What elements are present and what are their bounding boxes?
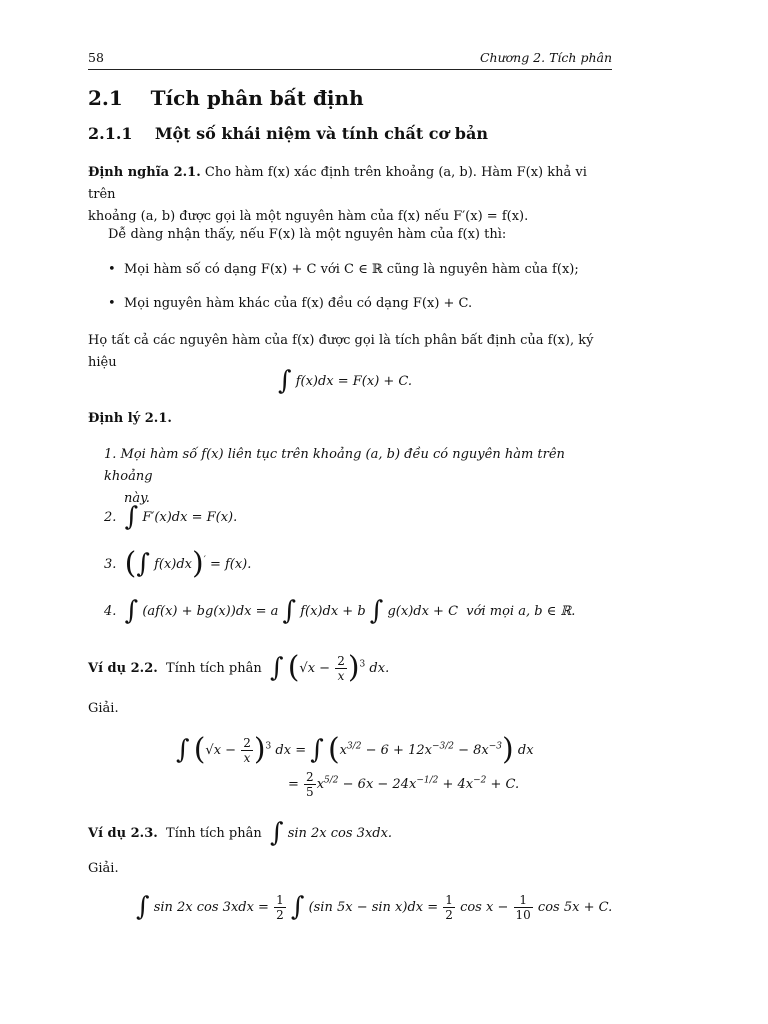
integral-sign: ∫ (270, 653, 284, 683)
solution-1-line-2: = $\frac{2}{5}$ $x^{5/2} - 6x - 24x^{-1/2} + 4x^{-2} + C$. (288, 770, 520, 799)
family-paragraph: Họ tất cả các nguyên hàm của f(x) được gọi là tích phân bất định của f(x), ký hiệu (88, 333, 594, 370)
theorem-item-3: 3. (∫ f(x)dx)′ = f(x). (104, 546, 252, 581)
integral-sign: ∫ (124, 596, 139, 626)
bullet-dot: • (108, 296, 116, 311)
bullet-dot: • (108, 262, 116, 277)
subsection-number: 2.1.1 (88, 124, 133, 143)
solution-label-1: Giải. (88, 701, 119, 716)
subsection-title: Một số khái niệm và tính chất cơ bản (154, 124, 488, 143)
header-rule (88, 69, 612, 70)
bullet-item-2: • Mọi nguyên hàm khác của f(x) đều có dạng F(x) + C. (108, 296, 473, 311)
section-title: Tích phân bất định (150, 86, 364, 110)
integral-sign: ∫ (270, 818, 284, 848)
section-heading (88, 86, 364, 110)
definition-line-2: khoảng (a, b) được gọi là một nguyên hàm của f(x) nếu F′(x) = f(x). (88, 209, 529, 224)
document-page (88, 0, 612, 1024)
page-header (88, 50, 612, 65)
integral-sign: ∫ (310, 735, 324, 765)
solution-2-line: ∫ sin 2x cos 3xdx = $\frac{1}{2}$ ∫ (sin 5x − sin x)dx = $\frac{1}{2}$ cos x − $\frac{1}{10}$ cos 5x + C. (136, 892, 613, 922)
integral-sign: ∫ (176, 735, 190, 765)
integral-sign: ∫ (278, 366, 292, 396)
example-2-3: Ví dụ 2.3. Tính tích phân ∫ sin 2x cos 3xdx. (88, 818, 393, 848)
intro-paragraph: Dễ dàng nhận thấy, nếu F(x) là một nguyên hàm của f(x) thì: (108, 227, 507, 242)
theorem-item-2: 2. ∫ F′(x)dx = F(x). (104, 502, 238, 532)
integral-sign: ∫ (124, 502, 139, 532)
definition-block (88, 162, 612, 228)
page-number: 58 (88, 50, 104, 65)
integral-sign: ∫ (282, 596, 297, 626)
integral-sign: ∫ (369, 596, 384, 626)
example-2-2: Ví dụ 2.2. Tính tích phân ∫ (√x − $\frac{2}{x}$ )$^3$ dx. (88, 650, 390, 685)
bullet-item-1: • Mọi hàm số có dạng F(x) + C với C ∈ ℝ cũng là nguyên hàm của f(x); (108, 262, 579, 277)
integral-sign: ∫ (136, 549, 150, 579)
definition-line-1: Cho hàm f(x) xác định trên khoảng (a, b). Hàm F(x) khả vi trên (88, 165, 587, 202)
section-number: 2.1 (88, 86, 123, 110)
family-formula: ∫ f(x)dx = F(x) + C. (278, 366, 413, 396)
definition-label: Định nghĩa 2.1. (88, 165, 201, 180)
theorem-item-4: 4. ∫ (af(x) + bg(x))dx = a ∫ f(x)dx + b ∫ g(x)dx + C với mọi a, b ∈ ℝ. (104, 596, 576, 626)
subsection-heading (88, 124, 488, 143)
integral-sign: ∫ (136, 892, 150, 922)
theorem-item-1: 1. Mọi hàm số f(x) liên tục trên khoảng (a, b) đều có nguyên hàm trên khoảng này. (104, 447, 565, 506)
solution-label-2: Giải. (88, 861, 119, 876)
integral-sign: ∫ (290, 892, 305, 922)
theorem-label: Định lý 2.1. (88, 411, 172, 426)
fraction-2-over-x: $\frac{2}{x}$ (337, 654, 345, 683)
chapter-title: Chương 2. Tích phân (479, 50, 612, 65)
solution-1-line-1: ∫ (√x − $\frac{2}{x}$ )$^3$ dx = ∫ $(x^{3/2} - 6 + 12x^{-3/2} - 8x^{-3})$ dx (176, 732, 534, 767)
